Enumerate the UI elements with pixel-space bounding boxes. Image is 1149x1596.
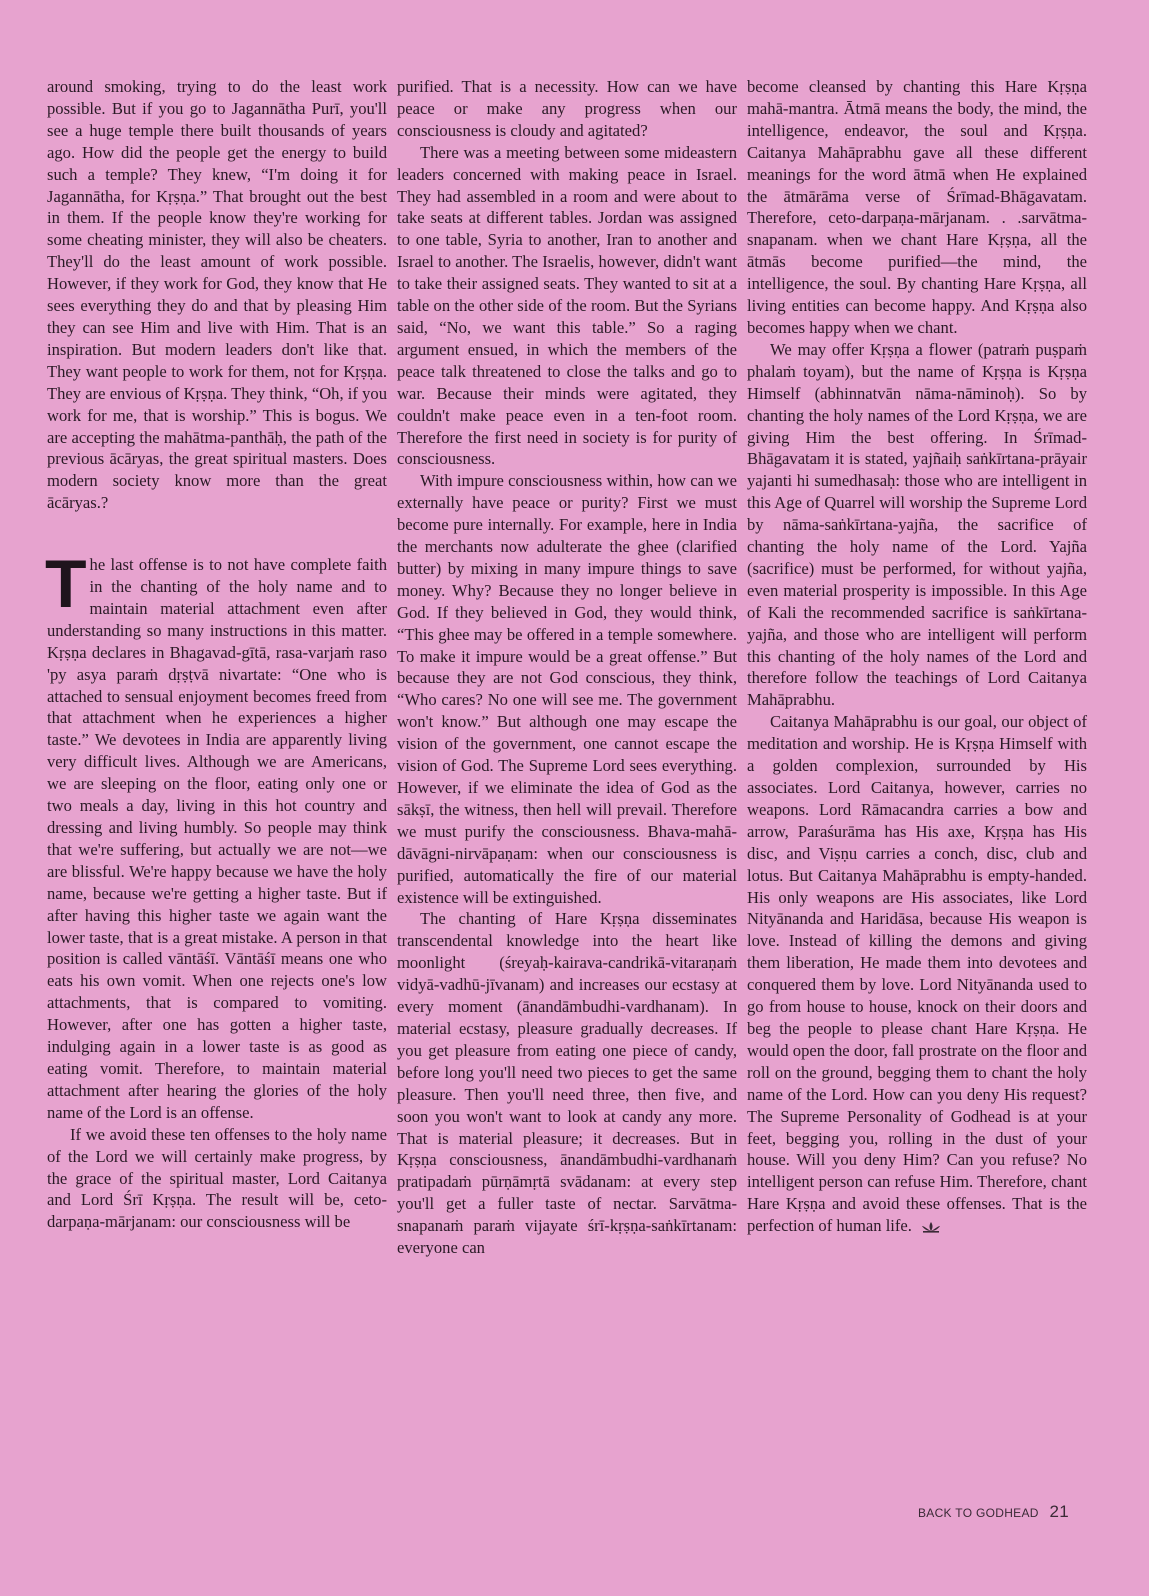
- paragraph: [747, 339, 1087, 711]
- paragraph-text: With impure consciousness within, how can we externally have peace or purity? First we must become pure internally. For example, here in India the merchants now adulterate the ghee (clarified butter) by mixing in many impure things to save money. Why? Because they no longer believe in God. If they believed in God, they would think, “This ghee may be offered in a temple somewhere. To make it impure would be a great offense.” But because they are not God conscious, they think, “Who cares? No one will see me. The government won't know.” But although one may escape the vision of the government, one cannot escape the vision of God. The Supreme Lord sees everything. However, if we eliminate the idea of God as the sākṣī, the witness, then hell will prevail. Therefore we must purify the consciousness. Bhava-mahā-dāvāgni-nirvāpaṇam: when our consciousness is purified, automatically the fire of our material existence will be extinguished.: [397, 471, 737, 907]
- paragraph: [397, 76, 737, 142]
- paragraph: [47, 76, 387, 514]
- paragraph: [47, 1124, 387, 1234]
- paragraph-text: he last offense is to not have complete faith in the chanting of the holy name and to maintain material attachment even after understanding so many instructions in this matter. Kṛṣṇa declares in Bhagavad-gītā, rasa-varjaṁ raso 'py asya paraṁ dṛṣṭvā nivartate: “One who is attached to sensual enjoyment becomes freed from that attachment when he experiences a higher taste.” We devotees in India are apparently living very difficult lives. Although we are Americans, we are sleeping on the floor, eating only one or two meals a day, living in this hot country and dressing and living humbly. So people may think that we're suffering, but actually we are not—we are blissful. We're happy because we have the holy name, because we're getting a higher taste. But if after having this higher taste we again want the lower taste, that is a great mistake. A person in that position is called vāntāśī. Vāntāśī means one who eats his own vomit. When one rejects one's low attachments, that is compared to vomiting. However, after one has gotten a higher taste, indulging again in a lower taste is as good as eating vomit. Therefore, to maintain material attachment after hearing the glories of the holy name of the Lord is an offense.: [47, 555, 387, 1122]
- paragraph: [397, 470, 737, 908]
- paragraph-text: purified. That is a necessity. How can we have peace or make any progress when our consciousness is cloudy and agitated?: [397, 77, 737, 140]
- magazine-name: BACK TO GODHEAD: [917, 1506, 1039, 1520]
- page-footer: [918, 1502, 1069, 1522]
- paragraph-text: We may offer Kṛṣṇa a flower (patraṁ puṣpaṁ phalaṁ toyam), but the name of Kṛṣṇa is Kṛṣṇa Himself (abhinnatvān nāma-nāminoḥ). So by chanting the holy names of the Lord Kṛṣṇa, we are giving Him the best offering. In Śrīmad-Bhāgavatam it is stated, yajñaiḥ saṅkīrtana-prāyair yajanti hi sumedhasaḥ: those who are intelligent in this Age of Quarrel will worship the Supreme Lord by nāma-saṅkīrtana-yajña, the sacrifice of chanting the holy name of the Lord. Yajña (sacrifice) must be performed, for without yajña, even material prosperity is impossible. In this Age of Kali the recommended sacrifice is saṅkīrtana-yajña, and those who are intelligent will perform this chanting of the holy names of the Lord and therefore follow the teachings of Lord Caitanya Mahāprabhu.: [747, 339, 1087, 710]
- paragraph-text: become cleansed by chanting this Hare Kṛṣṇa mahā-mantra. Ātmā means the body, the mind, the intelligence, endeavor, the soul and Kṛṣṇa. Caitanya Mahāprabhu gave all these different meanings for the word ātmā when He explained the ātmārāma verse of Śrīmad-Bhāgavatam. Therefore, ceto-darpaṇa-mārjanam. . .sarvātma-snapanam. when we chant Hare Kṛṣṇa, all the ātmās become purified—the mind, the intelligence, the soul. By chanting Hare Kṛṣṇa, all living entities can become happy. And Kṛṣṇa also becomes happy when we chant.: [747, 77, 1087, 337]
- paragraph: [747, 76, 1087, 339]
- lotus-end-mark-icon: [920, 1221, 942, 1233]
- article-column-1: [47, 76, 387, 1233]
- paragraph-text: around smoking, trying to do the least work possible. But if you go to Jagannātha Purī, you'll see a huge temple there built thousands of years ago. How did the people get the energy to build such a temple? They knew, “I'm doing it for Jagannātha, for Kṛṣṇa.” That brought out the best in them. If the people know they're working for some cheating minister, they will also be cheaters. They'll do the least amount of work possible. However, if they work for God, they know that He sees everything they do and that by pleasing Him they can see Him and live with Him. That is an inspiration. But modern leaders don't like that. They want people to work for them, not for Kṛṣṇa. They are envious of Kṛṣṇa. They think, “Oh, if you work for me, that is worship.” This is bogus. We are accepting the mahātma-panthāḥ, the path of the previous ācāryas, the great spiritual masters. Does modern society know more than the great ācāryas.?: [47, 77, 387, 513]
- paragraph: [747, 711, 1087, 1237]
- paragraph: [397, 908, 737, 1259]
- drop-cap: T: [45, 546, 87, 623]
- article-column-2: [397, 76, 737, 1259]
- article-column-3: [747, 76, 1087, 1237]
- page-number: 21: [1049, 1502, 1069, 1521]
- paragraph-text: Caitanya Mahāprabhu is our goal, our object of meditation and worship. He is Kṛṣṇa Himself with a golden complexion, surrounded by His associates. Lord Caitanya, however, carries no weapons. Lord Rāmacandra carries a bow and arrow, Paraśurāma has His axe, Kṛṣṇa has His disc, and Viṣṇu carries a conch, disc, club and lotus. But Caitanya Mahāprabhu is empty-handed. His only weapons are His associates, like Lord Nityānanda and Haridāsa, because His weapon is love. Instead of killing the demons and giving them liberation, He made them into devotees and conquered them by love. Lord Nityānanda used to go from house to house, knock on their doors and beg the people to please chant Hare Kṛṣṇa. He would open the door, fall prostrate on the floor and roll on the ground, begging them to chant the holy name of the Lord. How can you deny His request? The Supreme Personality of Godhead is at your feet, begging you, rolling in the dust of your house. Will you deny Him? Can you refuse? No intelligent person can refuse Him. Therefore, chant Hare Kṛṣṇa and avoid these offenses. That is the perfection of human life.: [747, 712, 1087, 1236]
- paragraph: [45, 546, 387, 1124]
- paragraph-text: There was a meeting between some mideastern leaders concerned with making peace in Israel. They had assembled in a room and were about to take seats at different tables. Jordan was assigned to one table, Syria to another, Iran to another and Israel to another. The Israelis, however, didn't want to take their assigned seats. They wanted to sit at a table on the other side of the room. But the Syrians said, “No, we want this table.” So a raging argument ensued, in which the members of the peace talk threatened to close the talks and go to war. Because their minds were agitated, they couldn't make peace even in a ten-foot room. Therefore the first need in society is for purity of consciousness.: [397, 142, 737, 469]
- paragraph: [397, 142, 737, 471]
- paragraph-text: If we avoid these ten offenses to the holy name of the Lord we will certainly make progress, by the grace of the spiritual master, Lord Caitanya and Lord Śrī Kṛṣṇa. The result will be, ceto-darpaṇa-mārjanam: our consciousness will be: [47, 1124, 387, 1232]
- paragraph-text: The chanting of Hare Kṛṣṇa disseminates transcendental knowledge into the heart like moonlight (śreyaḥ-kairava-candrikā-vitaraṇaṁ vidyā-vadhū-jīvanam) and increases our ecstasy at every moment (ānandāmbudhi-vardhanam). In material ecstasy, pleasure gradually decreases. If you get pleasure from eating one piece of candy, before long you'll need two pieces to get the same pleasure. Then you'll need three, then five, and soon you won't want to look at candy any more. That is material pleasure; it decreases. But in Kṛṣṇa consciousness, ānandāmbudhi-vardhanaṁ pratipadaṁ pūrṇāmṛtā svādanam: at every step you'll get a fuller taste of nectar. Sarvātma-snapanaṁ paraṁ vijayate śrī-kṛṣṇa-saṅkīrtanam: everyone can: [397, 909, 737, 1258]
